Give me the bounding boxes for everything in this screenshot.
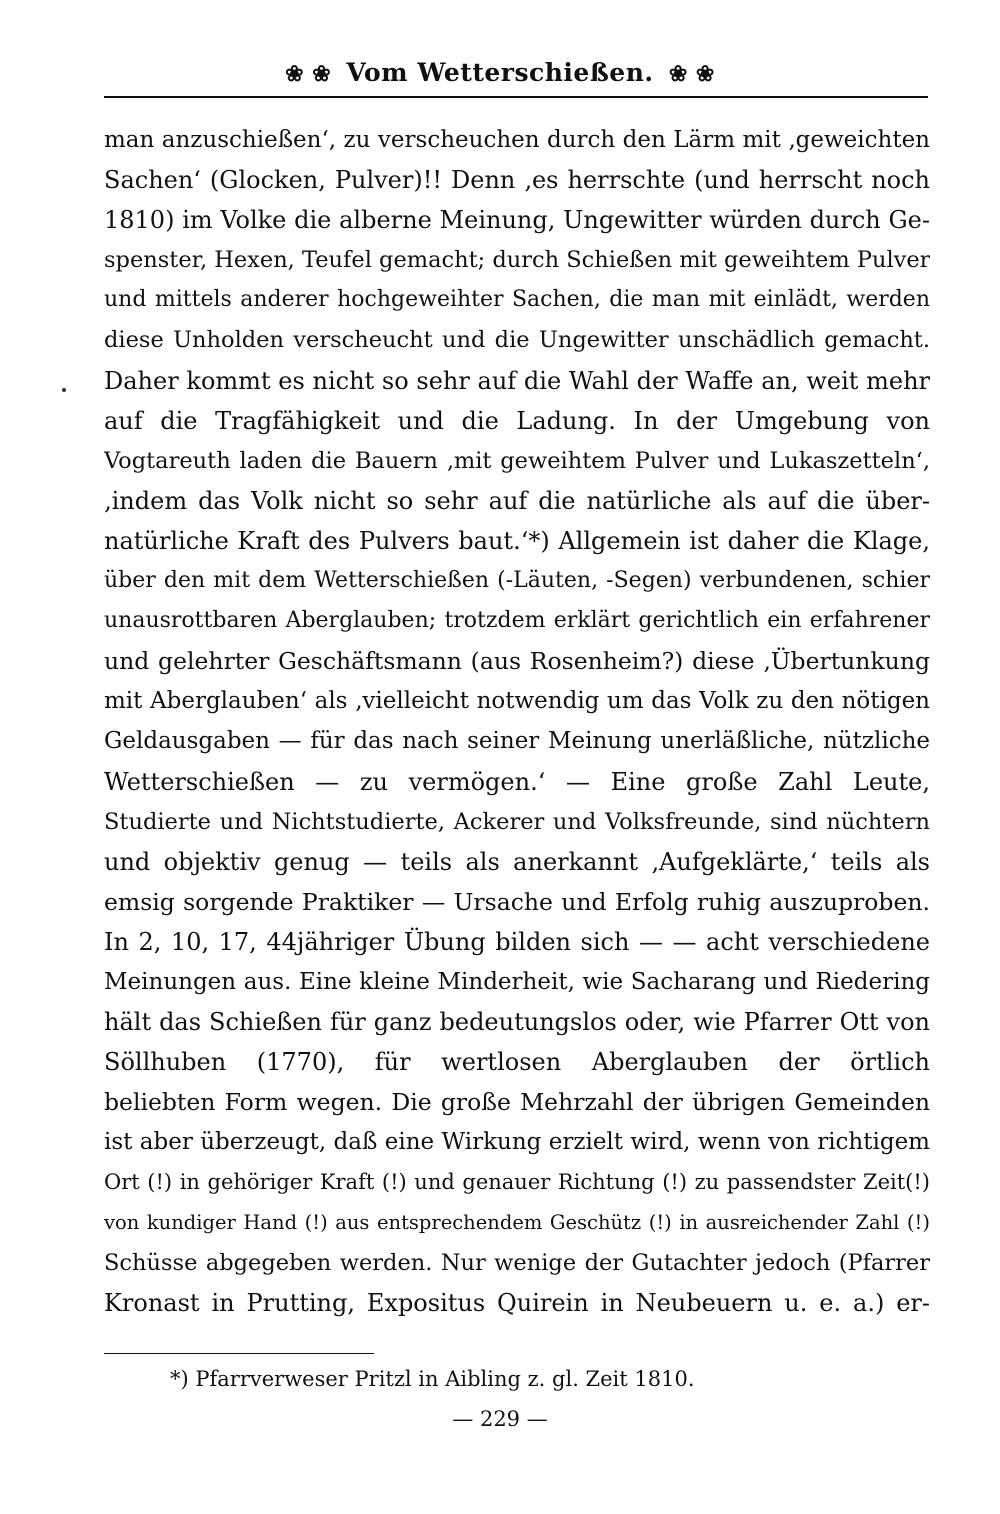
ornament-right-icon: ❀ ❀ [668, 61, 715, 87]
footnote: *) Pfarrverweser Pritzl in Aibling z. gl. Zeit 1810. [170, 1367, 695, 1391]
text-line-16: Geldausgaben — für das nach seiner Meinung unerläßliche, nützliche [104, 728, 930, 755]
text-line-29: Schüsse abgegeben werden. Nur wenige der Gutachter jedoch (Pfarrer [104, 1249, 930, 1276]
text-line-13: unausrottbaren Aberglauben; trotzdem erklärt gerichtlich ein erfahrener [104, 608, 930, 634]
running-head [0, 58, 1000, 87]
text-line-12: über den mit dem Wetterschießen (-Läuten, -Segen) verbundenen, schier [104, 568, 930, 594]
text-line-8: auf die Tragfähigkeit und die Ladung. In der Umgebung von [104, 406, 930, 435]
text-line-6: diese Unholden verscheucht und die Ungewitter unschädlich gemacht. [104, 327, 930, 354]
header-rule [104, 96, 928, 98]
text-line-2: Sachen‘ (Glocken, Pulver)!! Denn ‚es herrschte (und herrscht noch [104, 166, 930, 195]
text-line-4: spenster, Hexen, Teufel gemacht; durch Schießen mit geweihtem Pulver [104, 247, 930, 274]
running-head-title: Vom Wetterschießen. [346, 58, 654, 87]
text-line-11: natürliche Kraft des Pulvers baut.‘*) Allgemein ist daher die Klage, [104, 526, 930, 555]
text-line-15: mit Aberglauben‘ als ‚vielleicht notwendig um das Volk zu den nötigen [104, 688, 930, 715]
text-line-24: Söllhuben (1770), für wertlosen Aberglauben der örtlich [104, 1048, 930, 1077]
text-line-30: Kronast in Prutting, Expositus Quirein in Neubeuern u. e. a.) er- [104, 1288, 930, 1317]
footnote-rule [104, 1353, 374, 1354]
text-line-20: emsig sorgende Praktiker — Ursache und Erfolg ruhig auszuproben. [104, 887, 930, 916]
text-line-21: In 2, 10, 17, 44jähriger Übung bilden sich — — acht verschiedene [104, 927, 930, 956]
ornament-left-icon: ❀ ❀ [285, 61, 332, 87]
text-line-17: Wetterschießen — zu vermögen.‘ — Eine große Zahl Leute, [104, 767, 930, 796]
text-line-19: und objektiv genug — teils als anerkannt ‚Aufgeklärte,‘ teils als [104, 847, 930, 876]
body-text [104, 120, 930, 1323]
text-line-7: Daher kommt es nicht so sehr auf die Wahl der Waffe an, weit mehr [104, 366, 930, 395]
text-line-23: hält das Schießen für ganz bedeutungslos oder, wie Pfarrer Ott von [104, 1008, 930, 1037]
text-line-3: 1810) im Volke die alberne Meinung, Ungewitter würden durch Ge- [104, 206, 930, 235]
text-line-28: von kundiger Hand (!) aus entsprechendem Geschütz (!) in ausreichender Zahl (!) [104, 1210, 930, 1234]
text-line-14: und gelehrter Geschäftsmann (aus Rosenheim?) diese ‚Übertunkung [104, 647, 930, 676]
text-line-1: man anzuschießen‘, zu verscheuchen durch den Lärm mit ‚geweichten [104, 127, 930, 153]
text-line-18: Studierte und Nichtstudierte, Ackerer und Volksfreunde, sind nüchtern [104, 808, 930, 835]
print-speck [62, 388, 66, 392]
text-line-27: Ort (!) in gehöriger Kraft (!) und genauer Richtung (!) zu passendster Zeit(!) [104, 1170, 930, 1195]
text-line-25: beliebten Form wegen. Die große Mehrzahl der übrigen Gemeinden [104, 1088, 930, 1117]
text-line-22: Meinungen aus. Eine kleine Minderheit, wie Sacharang und Riedering [104, 968, 930, 995]
text-line-5: und mittels anderer hochgeweihter Sachen, die man mit einlädt, werden [104, 287, 930, 313]
text-line-10: ‚indem das Volk nicht so sehr auf die natürliche als auf die über- [104, 486, 930, 515]
text-line-9: Vogtareuth laden die Bauern ‚mit geweihtem Pulver und Lukaszetteln‘, [104, 447, 930, 474]
text-line-26: ist aber überzeugt, daß eine Wirkung erzielt wird, wenn von richtigem [104, 1129, 930, 1156]
page-number: — 229 — [452, 1407, 548, 1431]
